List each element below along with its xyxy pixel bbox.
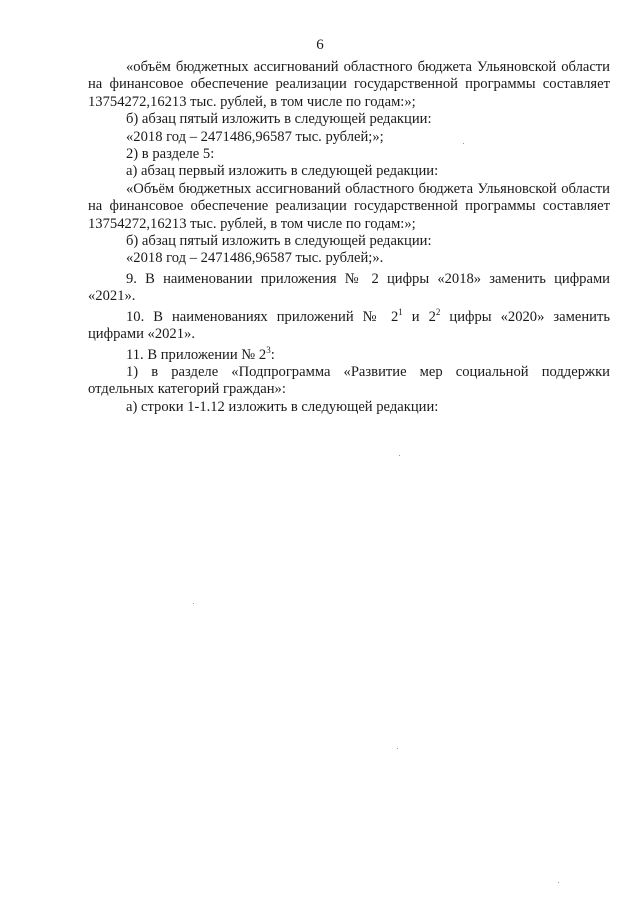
paragraph-point-9: 9. В наименовании приложения № 2 цифры «2018» заменить цифрами «2021». [88, 270, 610, 305]
point-11-text-b: : [270, 346, 275, 363]
paragraph-section-5: 2) в разделе 5: [126, 146, 215, 163]
paragraph-rows-1-1-12: а) строки 1-1.12 изложить в следующей редакции: [126, 398, 439, 415]
scan-speck [399, 455, 400, 456]
scan-speck [463, 143, 464, 144]
paragraph-point-11 [88, 344, 610, 364]
paragraph-budget-allocation-2: «Объём бюджетных ассигнований областного бюджета Ульяновской области на финансовое обеспечение реализации государственной программы составляет 13754272,16213 тыс. рублей, в том числе по годам:»; [88, 180, 610, 232]
paragraph-year-2018: «2018 год – 2471486,96587 тыс. рублей;»; [126, 128, 384, 145]
point-11-text-a: 11. В приложении № 2 [126, 346, 267, 363]
point-11-superscript: 3 [266, 344, 271, 355]
paragraph-item-b: б) абзац пятый изложить в следующей редакции: [126, 111, 432, 128]
point-10-superscript-1: 1 [398, 306, 403, 317]
document-body [88, 59, 610, 416]
scan-speck [397, 748, 398, 749]
point-10-superscript-2: 2 [435, 306, 441, 317]
point-10-text-a: 10. В наименованиях приложений № 2 [126, 308, 399, 325]
paragraph-year-2018-2: «2018 год – 2471486,96587 тыс. рублей;». [126, 250, 384, 267]
point-10-text-b: и 2 [402, 308, 436, 325]
point-10-text-c: цифры «2020» заменить цифрами «2021». [88, 308, 611, 343]
scan-speck [558, 882, 559, 883]
paragraph-item-b-2: б) абзац пятый изложить в следующей редакции: [126, 233, 432, 250]
paragraph-budget-allocation: «объём бюджетных ассигнований областного бюджета Ульяновской области на финансовое обеспечение реализации государственной программы составляет 13754272,16213 тыс. рублей, в том числе по годам:»; [88, 59, 610, 110]
scan-speck [193, 603, 194, 604]
paragraph-item-a: а) абзац первый изложить в следующей редакции: [126, 163, 439, 180]
page-number: 6 [316, 37, 324, 53]
paragraph-subprogram-section: 1) в разделе «Подпрограмма «Развитие мер социальной поддержки отдельных категорий граждан»: [88, 363, 610, 398]
paragraph-point-10 [88, 306, 611, 344]
